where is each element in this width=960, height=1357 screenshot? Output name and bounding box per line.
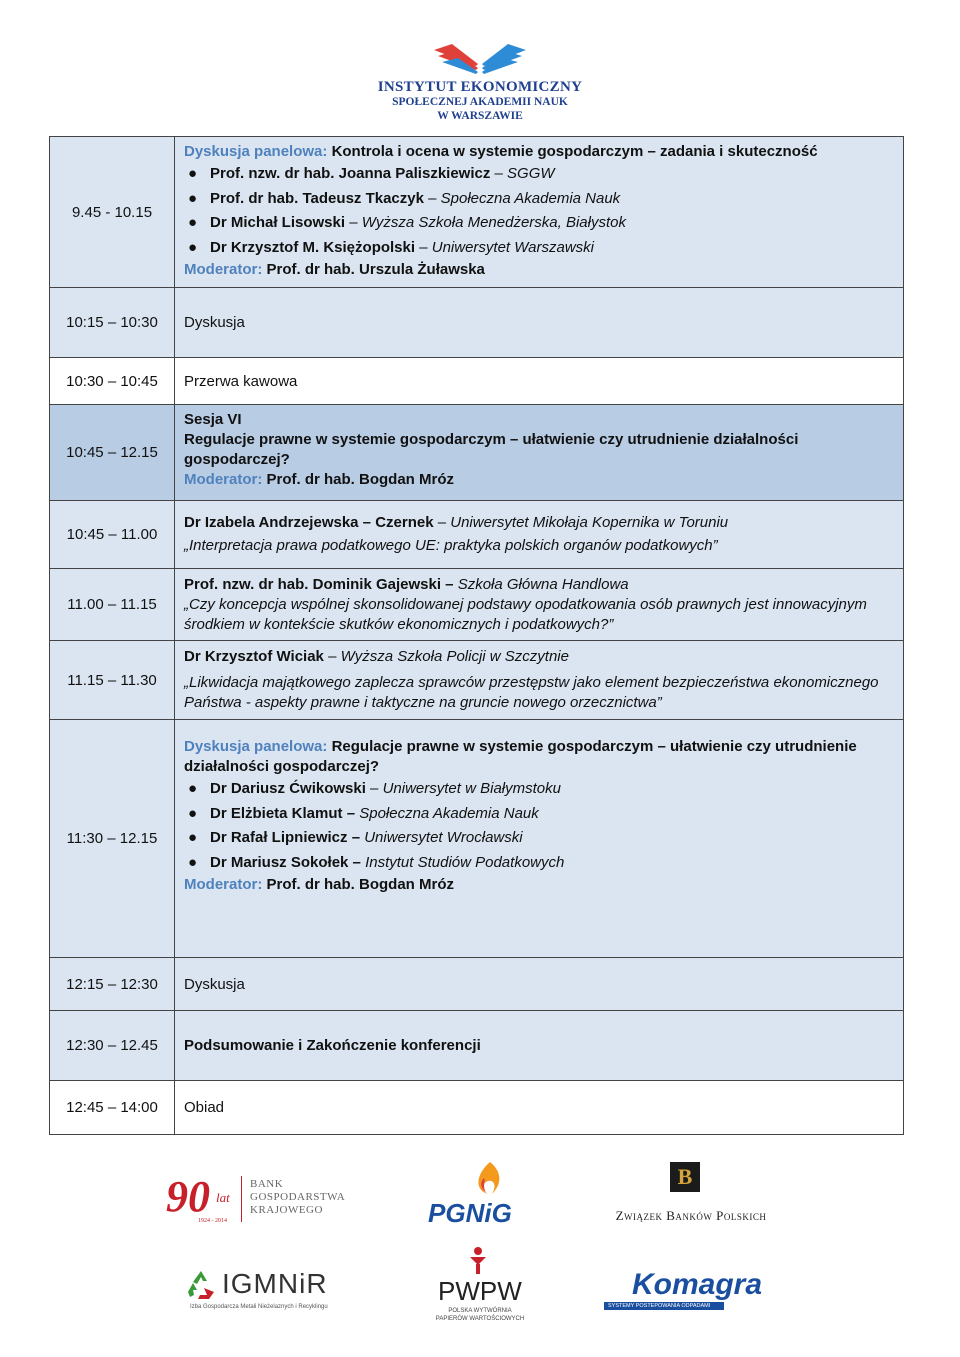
moderator-label: Moderator:: [184, 261, 263, 278]
zbp-logo: B Związek Banków Polskich: [615, 1164, 767, 1223]
panel-title: Kontrola i ocena w systemie gospodarczym – zadania i skuteczność: [331, 143, 818, 160]
moderator-name: Prof. dr hab. Urszula Żuławska: [266, 261, 485, 278]
content-cell: Dr Izabela Andrzejewska – Czernek – Uniwersytet Mikołaja Kopernika w Toruniu „Interpretacja prawa podatkowego UE: praktyka polskich organów podatkowych”: [175, 501, 904, 569]
time-cell: 10:45 – 11.00: [50, 501, 175, 569]
table-row: [50, 137, 904, 288]
recycle-icon: [184, 1268, 218, 1302]
institute-subtitle: SPOŁECZNEJ AKADEMII NAUK: [392, 96, 568, 108]
speaker-name: Dr Krzysztof Wiciak: [184, 648, 324, 665]
table-row: [50, 405, 904, 501]
session-title: Regulacje prawne w systemie gospodarczym – ułatwienie czy utrudnienie działalności gospodarczej?: [184, 431, 799, 468]
content-cell: Przerwa kawowa: [175, 358, 904, 405]
content-cell: [175, 720, 904, 958]
list-item: ● Dr Rafał Lipniewicz – Uniwersytet Wrocławski: [188, 829, 523, 846]
session-label: Sesja VI: [184, 411, 242, 428]
content-cell: Obiad: [175, 1081, 904, 1135]
talk-title: „Interpretacja prawa podatkowego UE: praktyka polskich organów podatkowych”: [184, 537, 718, 554]
list-item: ● Dr Krzysztof M. Księżopolski – Uniwersytet Warszawski: [188, 238, 594, 256]
time-cell: 11:30 – 12.15: [50, 720, 175, 958]
table-row: [50, 1081, 904, 1135]
bgk-number: 90: [166, 1172, 210, 1221]
program-table: [49, 136, 904, 1135]
moderator-label: Moderator:: [184, 471, 263, 488]
table-row: [50, 958, 904, 1011]
content-cell: Dr Krzysztof Wiciak – Wyższa Szkoła Policji w Szczytnie „Likwidacja majątkowego zaplecza sprawców przestępstw jako element bezpieczeństwa ekonomicznego Państwa - aspekty prawne i taktyczne na gruncie nowego orzecznictwa”: [175, 641, 904, 720]
list-item: ● Dr Dariusz Ćwikowski – Uniwersytet w Białymstoku: [188, 780, 561, 797]
panel-label: Dyskusja panelowa:: [184, 143, 328, 160]
table-row: [50, 569, 904, 641]
time-cell: 10:15 – 10:30: [50, 288, 175, 358]
speaker-affiliation: Szkoła Główna Handlowa: [457, 575, 629, 593]
speaker-affiliation: Uniwersytet Mikołaja Kopernika w Toruniu: [450, 514, 729, 531]
list-item: ● Prof. dr hab. Tadeusz Tkaczyk – Społeczna Akademia Nauk: [188, 189, 621, 207]
time-cell: 9.45 - 10.15: [50, 137, 175, 288]
time-cell: 11.00 – 11.15: [50, 569, 175, 641]
table-row: [50, 358, 904, 405]
komagra-logo: Komagra SYSTEMY POSTEPOWANIA ODPADAMI: [604, 1268, 774, 1314]
table-row: [50, 501, 904, 569]
pwpw-emblem-icon: [468, 1246, 488, 1276]
time-cell: 10:30 – 10:45: [50, 358, 175, 405]
table-row: [50, 288, 904, 358]
content-cell: [175, 405, 904, 501]
page-header: [0, 0, 960, 130]
time-cell: 12:30 – 12.45: [50, 1011, 175, 1081]
institute-city: W WARSZAWIE: [437, 110, 523, 122]
panel-label: Dyskusja panelowa:: [184, 738, 328, 755]
talk-title: „Likwidacja majątkowego zaplecza sprawców przestępstw jako element bezpieczeństwa ekonomicznego Państwa - aspekty prawne i taktyczne na gruncie nowego orzecznictwa”: [184, 674, 879, 711]
list-item: ● Dr Elżbieta Klamut – Społeczna Akademia Nauk: [188, 804, 539, 822]
flame-icon: [470, 1160, 510, 1196]
talk-title: „Czy koncepcja wspólnej skonsolidowanej podstawy opodatkowania osób prawnych jest innowacyjnym środkiem w kontekście skutków ekonomicznych i podatkowych?”: [184, 595, 867, 633]
content-cell: [175, 569, 904, 641]
moderator-label: Moderator:: [184, 876, 263, 893]
content-cell: [175, 137, 904, 288]
book-logo-icon: [430, 40, 530, 80]
speaker-name: Prof. nzw. dr hab. Dominik Gajewski –: [184, 575, 454, 593]
content-cell: Podsumowanie i Zakończenie konferencji: [175, 1011, 904, 1081]
table-row: [50, 720, 904, 958]
sponsors-area: [0, 1150, 960, 1357]
time-cell: 10:45 – 12.15: [50, 405, 175, 501]
pwpw-logo: PWPW POLSKA WYTWÓRNIA PAPIERÓW WARTOŚCIOWYCH: [430, 1246, 530, 1328]
institute-name: INSTYTUT EKONOMICZNY: [377, 79, 583, 95]
table-row: [50, 641, 904, 720]
zbp-mark-icon: B: [670, 1162, 700, 1192]
list-item: ● Dr Mariusz Sokołek – Instytut Studiów Podatkowych: [188, 853, 565, 871]
content-cell: Dyskusja: [175, 958, 904, 1011]
list-item: ● Dr Michał Lisowski – Wyższa Szkoła Menedżerska, Białystok: [188, 214, 626, 231]
moderator-name: Prof. dr hab. Bogdan Mróz: [266, 876, 455, 893]
table-row: [50, 1011, 904, 1081]
time-cell: 12:45 – 14:00: [50, 1081, 175, 1135]
time-cell: 12:15 – 12:30: [50, 958, 175, 1011]
list-item: ● Prof. nzw. dr hab. Joanna Paliszkiewicz – SGGW: [188, 165, 555, 182]
moderator-name: Prof. dr hab. Bogdan Mróz: [266, 471, 455, 488]
time-cell: 11.15 – 11.30: [50, 641, 175, 720]
speaker-affiliation: Wyższa Szkoła Policji w Szczytnie: [340, 648, 569, 665]
speaker-list: [184, 777, 903, 875]
content-cell: Dyskusja: [175, 288, 904, 358]
speaker-name: Dr Izabela Andrzejewska – Czernek: [184, 514, 434, 531]
pgnig-logo: PGNiG: [428, 1160, 528, 1230]
bgk-logo: 90 lat 1924 - 2014 BANK GOSPODARSTWA KRAJOWEGO: [166, 1172, 346, 1224]
igmnir-logo: IGMNiR Izba Gospodarcza Metali Nieżelaznych i Recyklingu: [184, 1268, 344, 1316]
panel-title: Regulacje prawne w systemie gospodarczym – ułatwienie czy utrudnienie działalności gospodarczej?: [184, 738, 857, 775]
speaker-list: [184, 162, 903, 260]
